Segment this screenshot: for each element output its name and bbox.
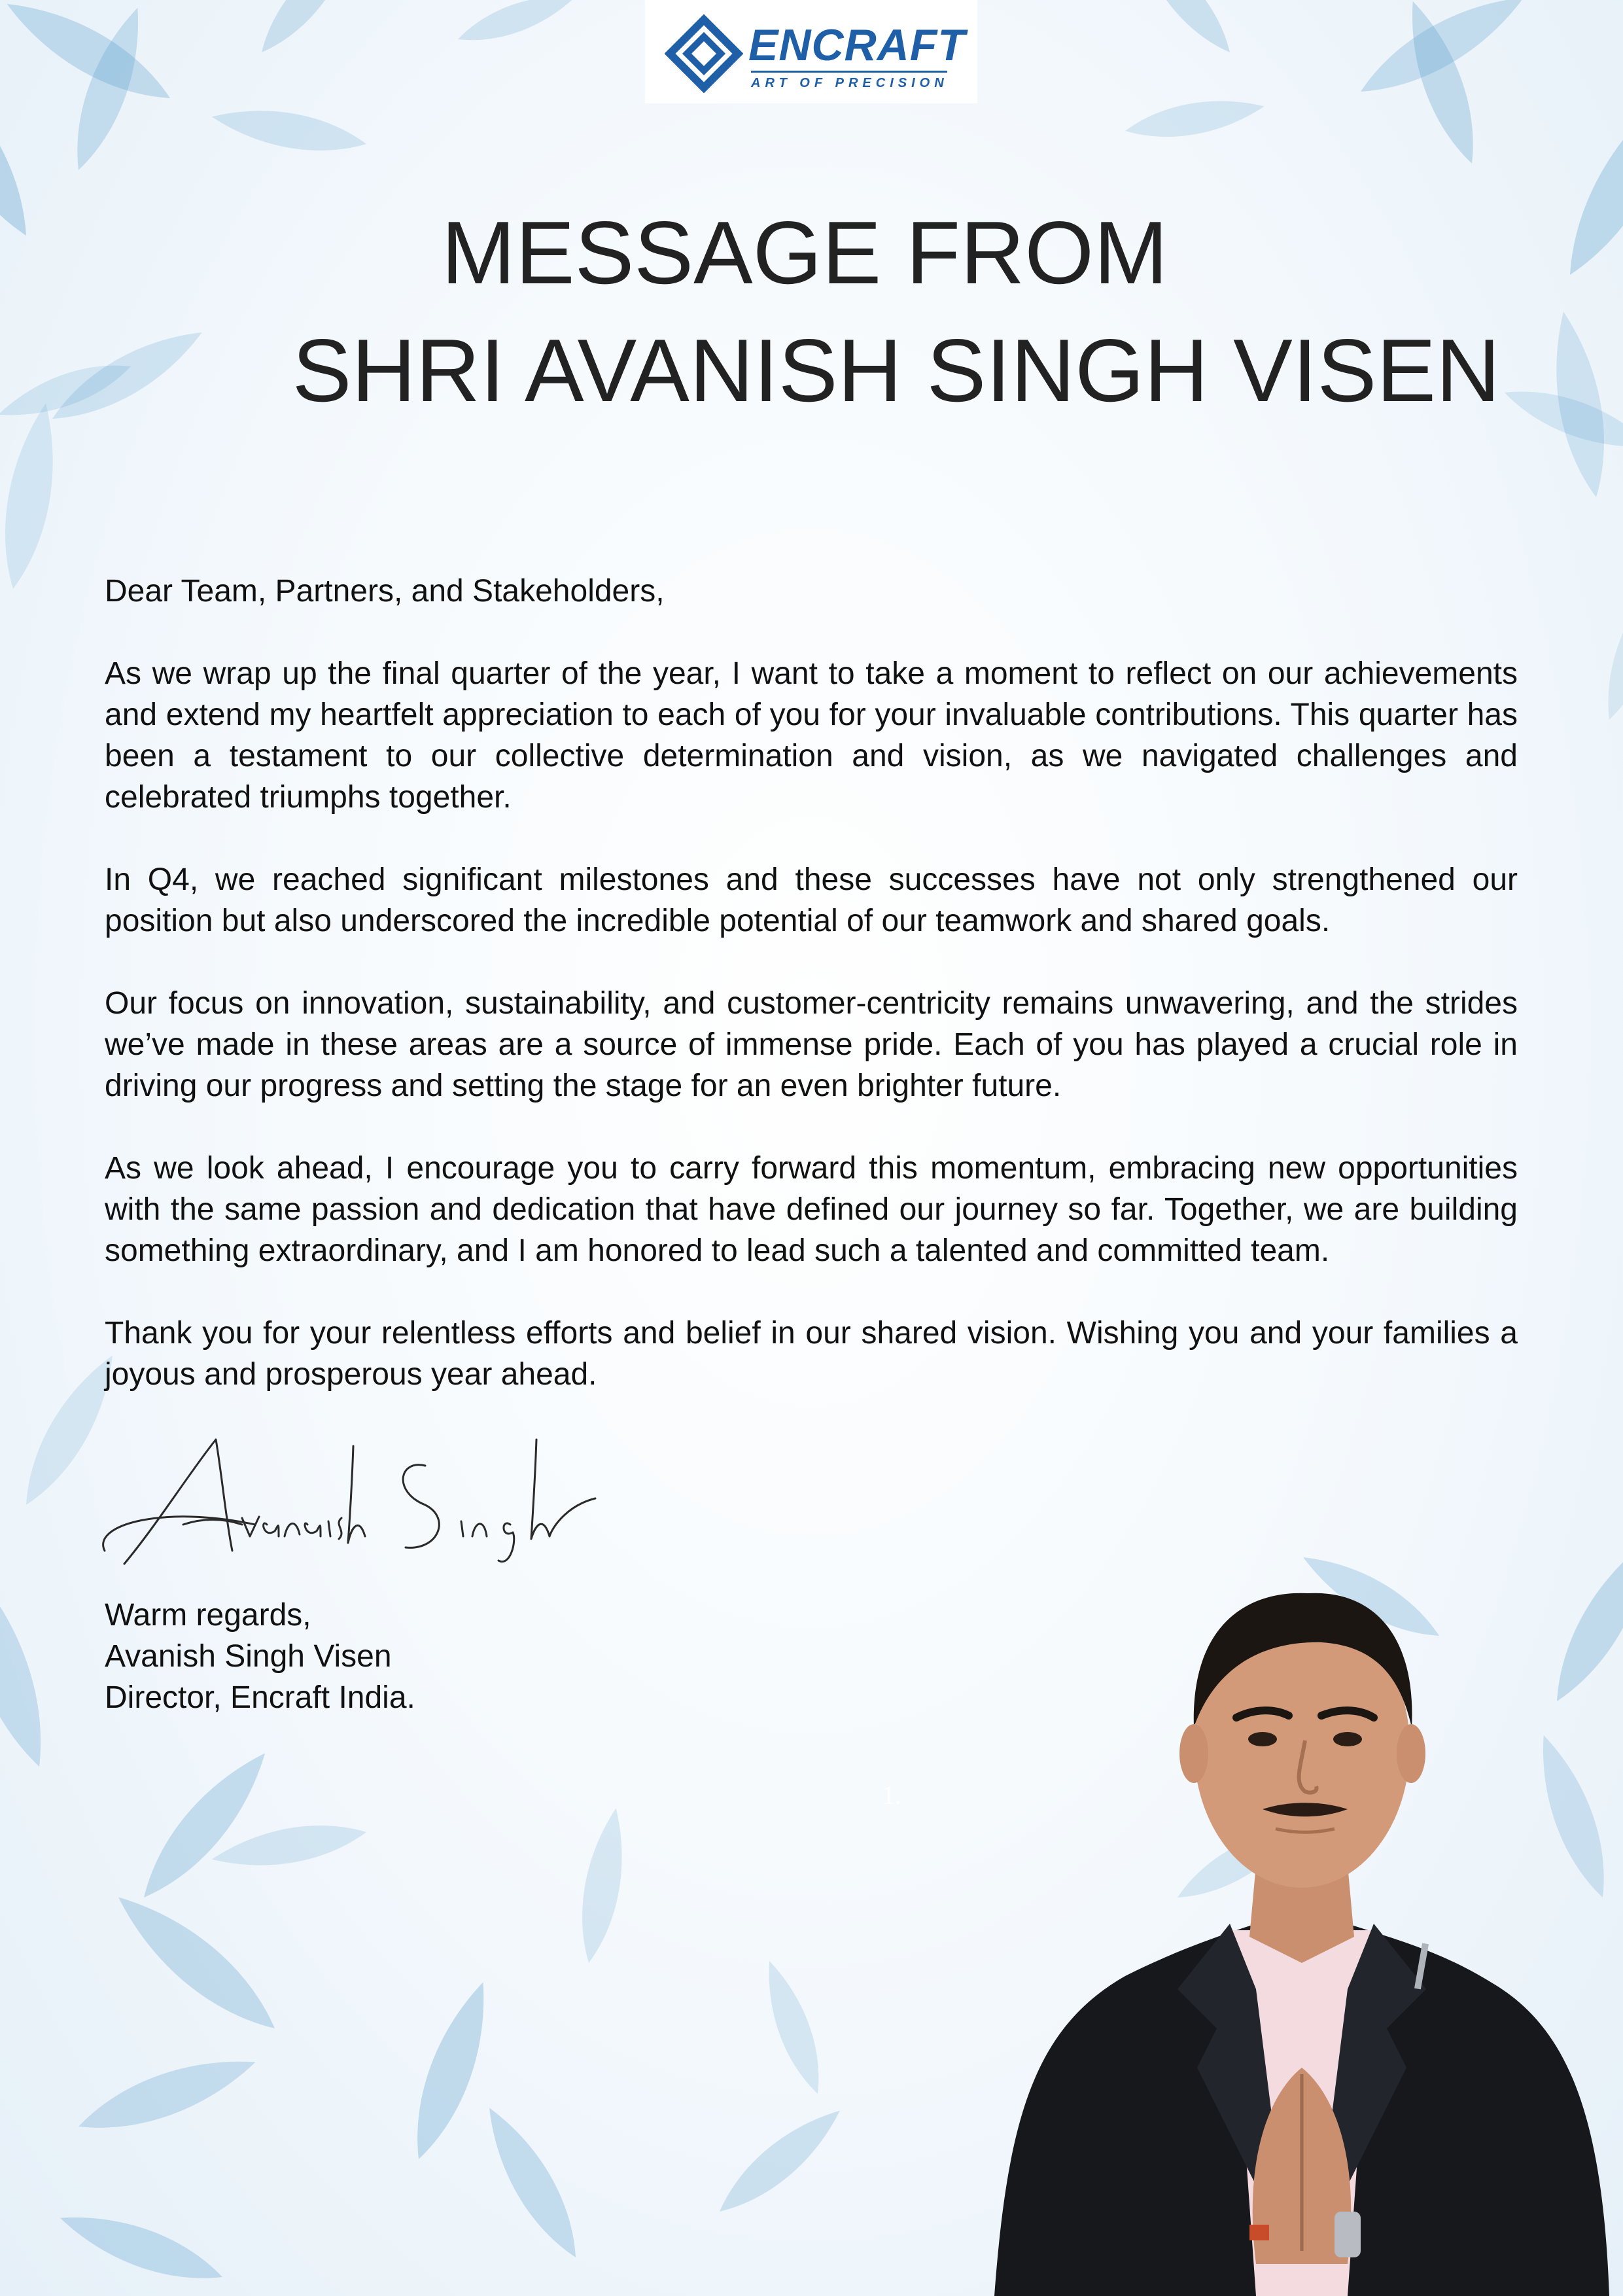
logo-divider bbox=[751, 71, 947, 73]
signatory-role: Director, Encraft India. bbox=[105, 1680, 415, 1715]
letter-paragraph: As we wrap up the final quarter of the year, I want to take a moment to reflect on our achievements and extend my heartfelt appreciation to each of you for your invaluable contributions. This quarter has been a testament to our collective determination and vision, as we navigated challenges and celebrated triumphs together. bbox=[105, 656, 1518, 815]
letter-paragraph: As we look ahead, I encourage you to carry forward this momentum, embracing new opportunities with the same passion and dedication that have defined our journey so far. Together, we are building something extraordinary, and I am honored to lead such a talented and committed team. bbox=[105, 1151, 1518, 1268]
page-number: 1. bbox=[882, 1780, 901, 1810]
director-portrait bbox=[981, 1531, 1623, 2296]
company-logo bbox=[645, 0, 977, 103]
signatory-name: Avanish Singh Visen bbox=[105, 1639, 392, 1674]
letter-greeting: Dear Team, Partners, and Stakeholders, bbox=[105, 574, 665, 609]
page-title-line-2: SHRI AVANISH SINGH VISEN bbox=[292, 321, 1501, 420]
diamond-logo-icon bbox=[665, 14, 743, 93]
letter-paragraph: In Q4, we reached significant milestones and these successes have not only strengthened our position but also underscored the incredible potential of our teamwork and shared goals. bbox=[105, 862, 1518, 938]
letter-paragraph: Thank you for your relentless efforts and belief in our shared vision. Wishing you and your families a joyous and prosperous year ahead. bbox=[105, 1316, 1518, 1392]
handwritten-signature bbox=[85, 1426, 608, 1577]
logo-wordmark: ENCRAFT bbox=[748, 20, 966, 70]
letter-paragraph: Our focus on innovation, sustainability, and customer-centricity remains unwavering, and the strides we’ve made in these areas are a source of immense pride. Each of you has played a crucial role in driving our progress and setting the stage for an even brighter future. bbox=[105, 986, 1518, 1103]
page-title-line-1: MESSAGE FROM bbox=[441, 203, 1168, 302]
logo-tagline: ART OF PRECISION bbox=[751, 76, 949, 90]
letter-body bbox=[105, 571, 1518, 1436]
letter-closing bbox=[105, 1595, 415, 1718]
closing-regards: Warm regards, bbox=[105, 1598, 311, 1633]
